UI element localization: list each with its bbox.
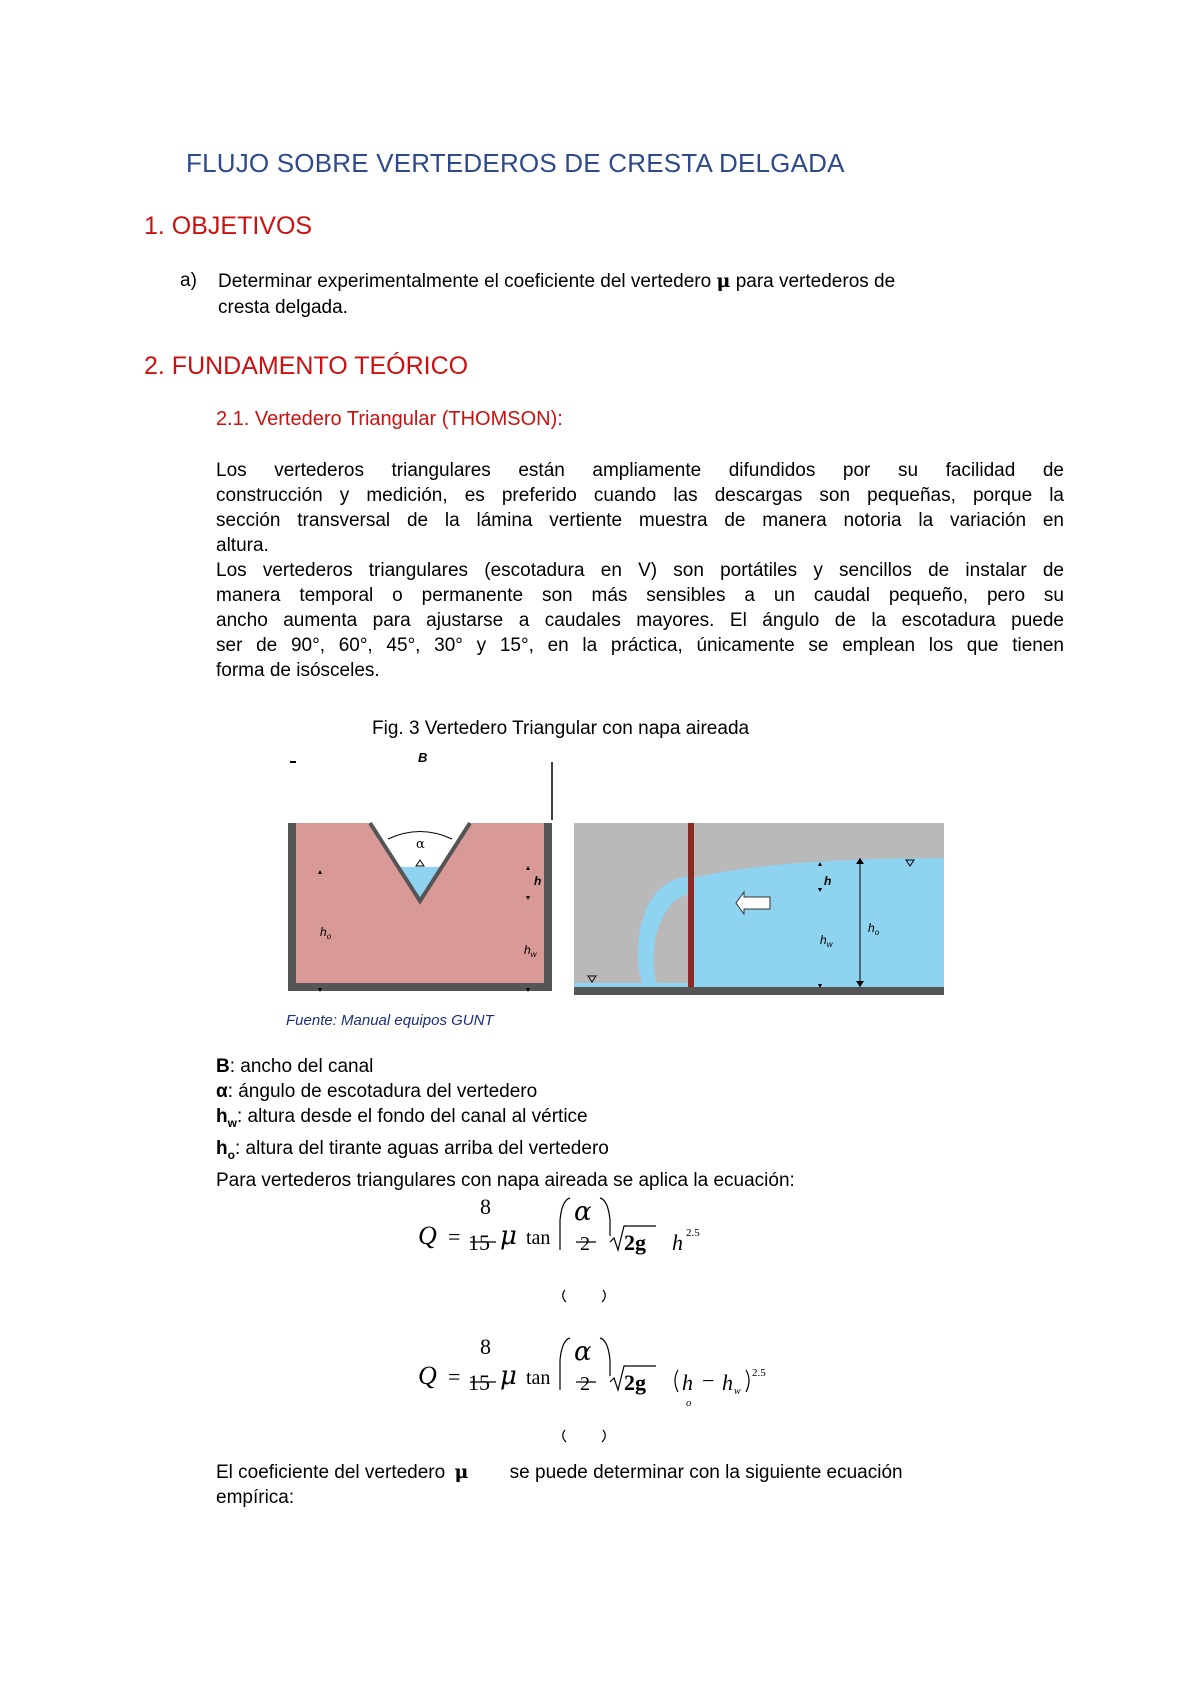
svg-text:h: h xyxy=(722,1370,733,1395)
svg-text:2.5: 2.5 xyxy=(752,1367,766,1379)
label-h-side: h xyxy=(824,874,832,888)
objectives-list xyxy=(180,268,1040,321)
equation-2 xyxy=(400,1320,820,1444)
subsection-heading-thomson: 2.1. Vertedero Triangular (THOMSON): xyxy=(216,408,563,430)
label-alpha: α xyxy=(416,837,425,852)
label-hw-side: $h_w$ xyxy=(820,933,833,949)
svg-text:h: h xyxy=(682,1370,693,1395)
paragraph-line: ser de 90°, 60°, 45°, 30° y 15°, en la práctica, únicamente se emplean los que tienen xyxy=(216,635,1064,656)
channel-floor xyxy=(574,987,944,995)
label-h: h xyxy=(534,874,542,888)
section-heading-fundamento: 2. FUNDAMENTO TEÓRICO xyxy=(144,352,469,380)
svg-text:2g: 2g xyxy=(624,1370,646,1395)
paragraph-line: ancho aumenta para ajustarse a caudales mayores. El ángulo de la escotadura puede xyxy=(216,610,1064,631)
svg-text:μ: μ xyxy=(500,1361,517,1391)
paragraph-line: manera temporal o permanente son más sensibles a un caudal pequeño, pero su xyxy=(216,585,1064,606)
paragraph-line: sección transversal de la lámina vertiente muestra de manera notoria la variación en xyxy=(216,510,1064,531)
svg-text:α: α xyxy=(574,1197,592,1227)
svg-text:2.5: 2.5 xyxy=(686,1227,700,1239)
coefficient-paragraph: El coeficiente del vertedero μ se puede determinar con la siguiente ecuación empírica: xyxy=(216,1461,903,1508)
label-ho: $h_o$ xyxy=(320,925,332,941)
objective-text-end: para vertederos de xyxy=(735,271,896,292)
svg-text:o: o xyxy=(686,1397,692,1409)
svg-text:w: w xyxy=(734,1386,741,1397)
svg-text:−: − xyxy=(702,1368,715,1393)
label-b: B xyxy=(418,750,428,765)
svg-text:h: h xyxy=(672,1230,683,1255)
svg-text:Q: Q xyxy=(418,1221,437,1250)
objective-text: Determinar experimentalmente el coeficiente del vertedero xyxy=(218,271,712,292)
figure-source: Fuente: Manual equipos GUNT xyxy=(286,1012,494,1029)
svg-text:15: 15 xyxy=(468,1230,490,1255)
svg-text:tan: tan xyxy=(526,1367,551,1389)
svg-text:2: 2 xyxy=(580,1373,590,1395)
paragraph-1 xyxy=(216,458,1064,683)
page-title: FLUJO SOBRE VERTEDEROS DE CRESTA DELGADA xyxy=(186,148,845,178)
svg-text:Q: Q xyxy=(418,1361,437,1390)
label-ho-side: $h_o$ xyxy=(868,921,880,937)
weir-figure xyxy=(270,740,960,1020)
definition-item: B: ancho del canal xyxy=(216,1056,374,1077)
svg-text:8: 8 xyxy=(480,1194,491,1219)
svg-text:=: = xyxy=(448,1364,461,1389)
paragraph-line: Los vertederos triangulares están ampliamente difundidos por su facilidad de xyxy=(216,460,1064,481)
weir-plate-side xyxy=(688,823,694,987)
figure-caption: Fig. 3 Vertedero Triangular con napa aireada xyxy=(372,718,750,739)
mu-symbol: μ xyxy=(716,270,731,292)
definition-item: $h_w$: altura desde el fondo del canal al vértice xyxy=(216,1106,588,1130)
svg-text:15: 15 xyxy=(468,1370,490,1395)
svg-text:2: 2 xyxy=(580,1233,590,1255)
section-heading-objetivos: 1. OBJETIVOS xyxy=(144,212,313,240)
definition-item: $h_o$: altura del tirante aguas arriba del vertedero xyxy=(216,1137,609,1162)
mu-symbol: μ xyxy=(454,1461,469,1483)
svg-text:α: α xyxy=(574,1337,592,1367)
equation-1 xyxy=(400,1184,740,1304)
definition-item: α: ángulo de escotadura del vertedero xyxy=(216,1081,538,1102)
label-hw: $h_w$ xyxy=(524,943,537,959)
svg-text:tan: tan xyxy=(526,1227,551,1249)
svg-text:μ: μ xyxy=(500,1221,517,1251)
svg-text:=: = xyxy=(448,1224,461,1249)
svg-text:8: 8 xyxy=(480,1334,491,1359)
paragraph-line: Los vertederos triangulares (escotadura en V) son portátiles y sencillos de instalar de xyxy=(216,560,1064,581)
definitions-list xyxy=(216,1054,795,1193)
objective-text-line2: cresta delgada. xyxy=(218,297,348,318)
list-item xyxy=(218,268,1040,321)
upstream-water xyxy=(684,858,944,987)
downstream-water xyxy=(574,983,694,987)
equation-intro: Para vertederos triangulares con napa aireada se aplica la ecuación: xyxy=(216,1169,795,1191)
list-marker: a) xyxy=(180,270,197,291)
paragraph-line: forma de isósceles. xyxy=(216,660,380,681)
paragraph-line: altura. xyxy=(216,535,269,556)
svg-text:2g: 2g xyxy=(624,1230,646,1255)
paragraph-line: construcción y medición, es preferido cuando las descargas son pequeñas, porque la xyxy=(216,485,1064,506)
